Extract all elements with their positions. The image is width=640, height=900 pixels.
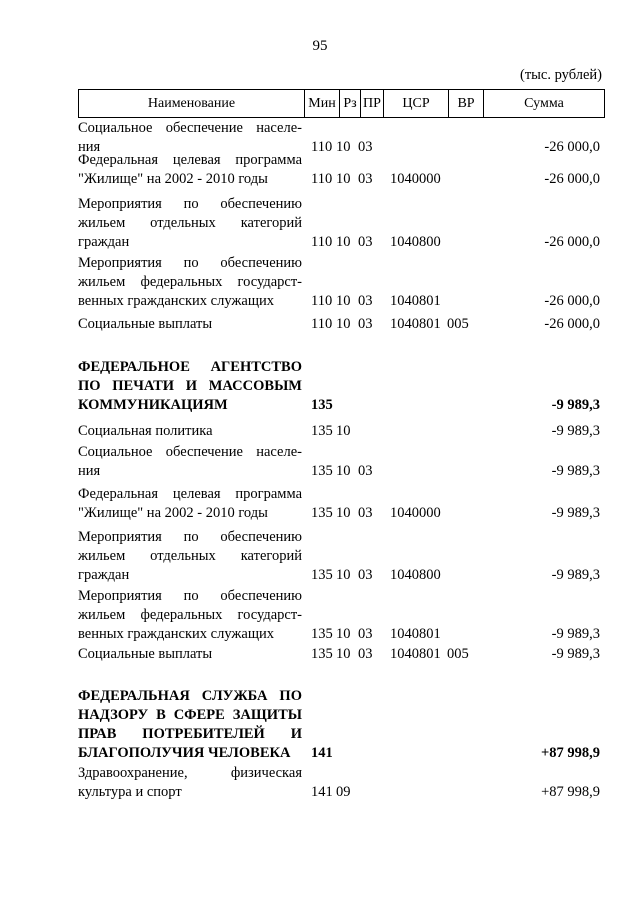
row-name-line: граждан xyxy=(78,567,130,583)
row-name-line: "Жилище" на 2002 - 2010 годы xyxy=(78,505,268,521)
cell-vr: 005 xyxy=(447,316,469,332)
row-name-line: Федеральная целевая программа xyxy=(78,486,302,502)
cell-pr: 03 xyxy=(358,626,373,642)
row-name-line: жильем федеральных государст- xyxy=(78,274,302,290)
section-heading-row xyxy=(78,358,608,415)
table-row xyxy=(78,254,608,311)
row-name xyxy=(78,358,302,415)
cell-sum: -26 000,0 xyxy=(544,293,600,309)
table-row xyxy=(78,195,608,252)
table-row xyxy=(78,443,608,481)
cell-min: 135 xyxy=(311,423,333,439)
row-name xyxy=(78,764,302,802)
cell-min: 110 xyxy=(311,171,333,187)
cell-rz: 10 xyxy=(336,505,351,521)
cell-csr: 1040800 xyxy=(390,234,441,250)
row-name xyxy=(78,645,302,664)
cell-sum: -9 989,3 xyxy=(551,626,600,642)
cell-min: 110 xyxy=(311,316,333,332)
row-name-line: Мероприятия по обеспечению xyxy=(78,196,302,212)
cell-min: 135 xyxy=(311,397,333,413)
row-name xyxy=(78,315,302,334)
row-name xyxy=(78,151,302,189)
table-row xyxy=(78,422,608,441)
cell-csr: 1040801 xyxy=(390,646,441,662)
row-name-line: культура и спорт xyxy=(78,784,182,800)
cell-min: 110 xyxy=(311,234,333,250)
header-rz: Рз xyxy=(340,90,361,118)
row-name-line: КОММУНИКАЦИЯМ xyxy=(78,397,228,413)
cell-sum: -26 000,0 xyxy=(544,316,600,332)
cell-sum: -26 000,0 xyxy=(544,171,600,187)
row-name-line: БЛАГОПОЛУЧИЯ ЧЕЛОВЕКА xyxy=(78,745,291,761)
row-name-line: Федеральная целевая программа xyxy=(78,152,302,168)
cell-min: 141 xyxy=(311,745,333,761)
page-number: 95 xyxy=(312,38,328,54)
cell-rz: 10 xyxy=(336,171,351,187)
cell-pr: 03 xyxy=(358,234,373,250)
cell-rz: 10 xyxy=(336,646,351,662)
row-name-line: ПРАВ ПОТРЕБИТЕЛЕЙ И xyxy=(78,726,302,742)
cell-min: 110 xyxy=(311,139,333,155)
cell-sum: +87 998,9 xyxy=(540,745,600,761)
header-pr: ПР xyxy=(361,90,384,118)
row-name xyxy=(78,422,302,441)
row-name-line: ФЕДЕРАЛЬНОЕ АГЕНТСТВО xyxy=(78,359,302,375)
cell-min: 135 xyxy=(311,646,333,662)
cell-pr: 03 xyxy=(358,463,373,479)
cell-pr: 03 xyxy=(358,316,373,332)
cell-min: 110 xyxy=(311,293,333,309)
row-name-line: жильем федеральных государст- xyxy=(78,607,302,623)
cell-csr: 1040801 xyxy=(390,293,441,309)
cell-pr: 03 xyxy=(358,293,373,309)
cell-sum: -26 000,0 xyxy=(544,139,600,155)
row-name xyxy=(78,443,302,481)
cell-sum: +87 998,9 xyxy=(541,784,600,800)
row-name-line: Здравоохранение, физическая xyxy=(78,765,302,781)
header-vr: ВР xyxy=(449,90,484,118)
row-name xyxy=(78,195,302,252)
cell-rz: 10 xyxy=(336,463,351,479)
units-label: (тыс. рублей) xyxy=(520,67,602,83)
cell-rz: 10 xyxy=(336,316,351,332)
table-header xyxy=(78,89,605,118)
cell-rz: 10 xyxy=(336,626,351,642)
cell-rz: 10 xyxy=(336,234,351,250)
row-name-line: Социальная политика xyxy=(78,423,213,439)
row-name-line: граждан xyxy=(78,234,130,250)
cell-sum: -9 989,3 xyxy=(551,567,600,583)
header-csr: ЦСР xyxy=(384,90,449,118)
row-name-line: Мероприятия по обеспечению xyxy=(78,588,302,604)
row-name xyxy=(78,687,302,763)
cell-csr: 1040801 xyxy=(390,626,441,642)
cell-min: 135 xyxy=(311,567,333,583)
cell-sum: -9 989,3 xyxy=(551,423,600,439)
row-name-line: ФЕДЕРАЛЬНАЯ СЛУЖБА ПО xyxy=(78,688,302,704)
cell-pr: 03 xyxy=(358,171,373,187)
cell-sum: -9 989,3 xyxy=(551,463,600,479)
cell-rz: 10 xyxy=(336,293,351,309)
cell-rz: 10 xyxy=(336,567,351,583)
row-name-line: Социальные выплаты xyxy=(78,316,213,332)
row-name-line: Социальное обеспечение населе- xyxy=(78,444,302,460)
row-name-line: Мероприятия по обеспечению xyxy=(78,529,302,545)
row-name-line: ПО ПЕЧАТИ И МАССОВЫМ xyxy=(78,378,302,394)
cell-rz: 10 xyxy=(336,139,351,155)
cell-pr: 03 xyxy=(358,505,373,521)
cell-rz: 10 xyxy=(336,423,351,439)
cell-pr: 03 xyxy=(358,646,373,662)
section-heading-row xyxy=(78,687,608,763)
row-name xyxy=(78,587,302,644)
row-name-line: Социальные выплаты xyxy=(78,646,213,662)
cell-sum: -9 989,3 xyxy=(551,646,600,662)
cell-pr: 03 xyxy=(358,139,373,155)
row-name-line: венных гражданских служащих xyxy=(78,293,275,309)
header-sum: Сумма xyxy=(484,90,605,118)
row-name xyxy=(78,254,302,311)
cell-vr: 005 xyxy=(447,646,469,662)
table-row xyxy=(78,485,608,523)
header-min: Мин xyxy=(305,90,340,118)
row-name xyxy=(78,485,302,523)
cell-min: 135 xyxy=(311,505,333,521)
cell-csr: 1040000 xyxy=(390,505,441,521)
table-row xyxy=(78,764,608,802)
cell-csr: 1040800 xyxy=(390,567,441,583)
cell-sum: -9 989,3 xyxy=(551,505,600,521)
row-name-line: жильем отдельных категорий xyxy=(78,548,302,564)
cell-csr: 1040801 xyxy=(390,316,441,332)
cell-rz: 09 xyxy=(336,784,351,800)
table-row xyxy=(78,315,608,334)
table-row xyxy=(78,645,608,664)
row-name xyxy=(78,528,302,585)
table-row xyxy=(78,587,608,644)
cell-sum: -26 000,0 xyxy=(544,234,600,250)
cell-min: 141 xyxy=(311,784,333,800)
row-name-line: Мероприятия по обеспечению xyxy=(78,255,302,271)
row-name-line: жильем отдельных категорий xyxy=(78,215,302,231)
row-name-line: Социальное обеспечение населе- xyxy=(78,120,302,136)
row-name-line: НАДЗОРУ В СФЕРЕ ЗАЩИТЫ xyxy=(78,707,302,723)
row-name-line: ния xyxy=(78,463,101,479)
cell-min: 135 xyxy=(311,626,333,642)
cell-min: 135 xyxy=(311,463,333,479)
table-row xyxy=(78,528,608,585)
row-name-line: "Жилище" на 2002 - 2010 годы xyxy=(78,171,268,187)
row-name-line: венных гражданских служащих xyxy=(78,626,275,642)
cell-sum: -9 989,3 xyxy=(551,397,600,413)
cell-csr: 1040000 xyxy=(390,171,441,187)
cell-pr: 03 xyxy=(358,567,373,583)
header-name: Наименование xyxy=(79,90,305,118)
row-name-line: ния xyxy=(78,139,101,155)
table-row xyxy=(78,151,608,189)
